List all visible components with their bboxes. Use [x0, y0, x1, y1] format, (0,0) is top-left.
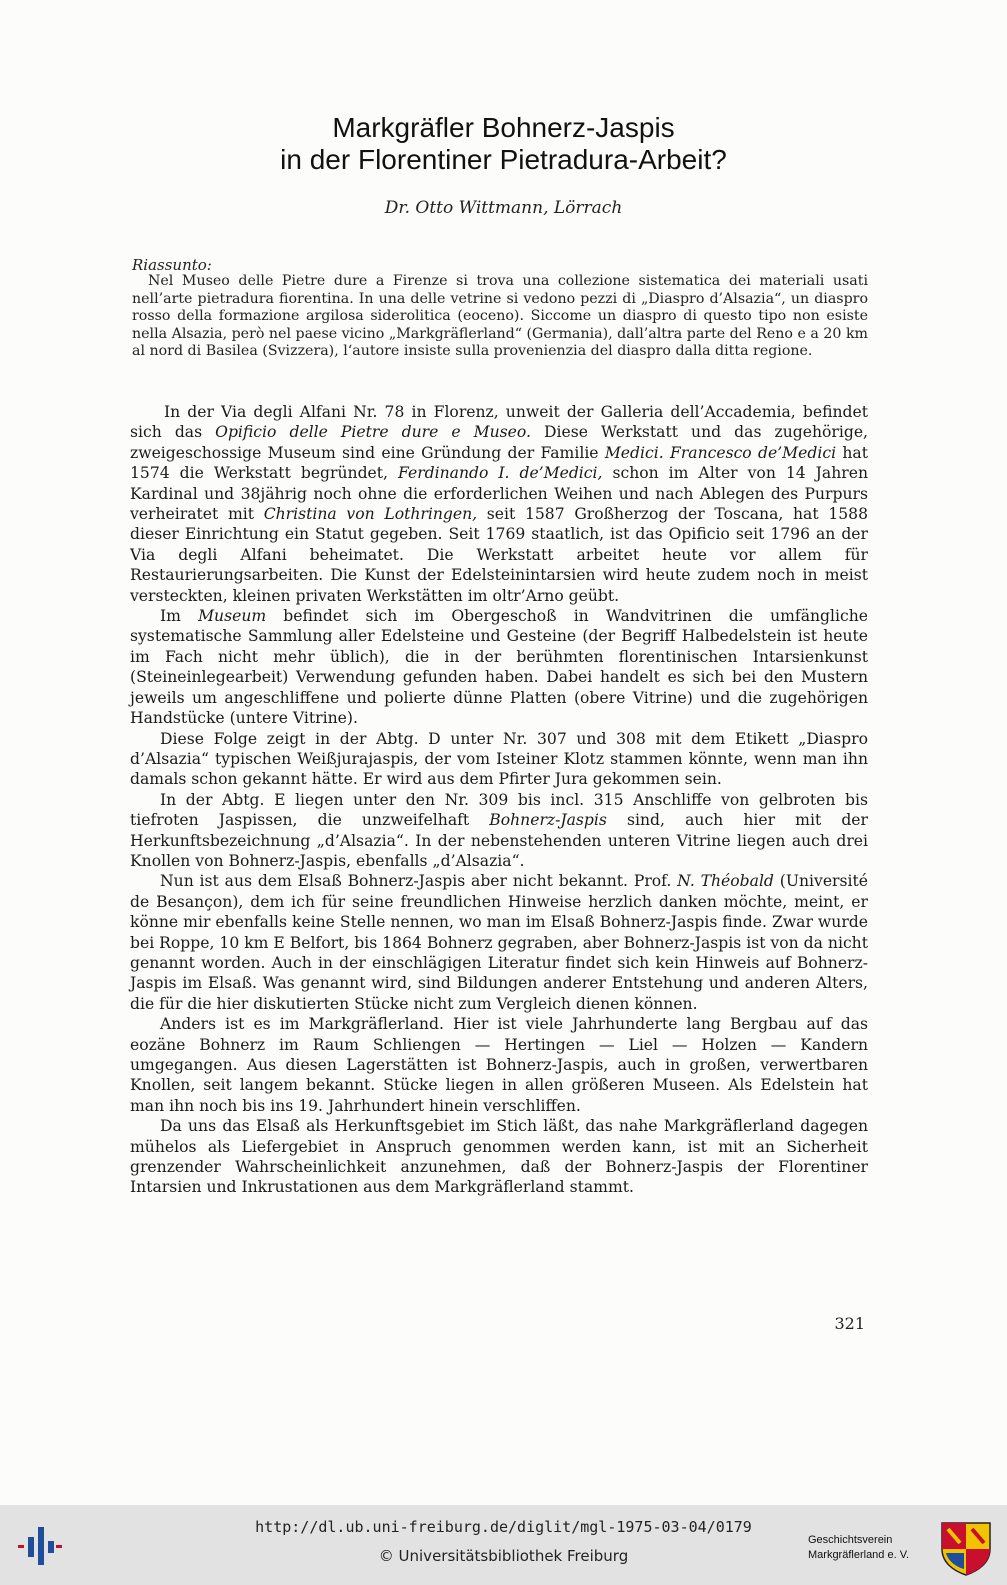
society-name-line-1: Geschichtsverein: [808, 1534, 893, 1546]
paragraph-5: Nun ist aus dem Elsaß Bohnerz-Jaspis aber nicht bekannt. Prof. N. Théobald (Université de Besançon), dem ich für seine freundlichen Hinweise herzlich danken möchte, meint, er könne mir ebenfalls keine Stelle nennen, wo man im Elsaß Bohnerz-Jaspis finde. Zwar wurde bei Roppe, 10 km E Belfort, bis 1864 Bohnerz gegraben, aber Bohnerz-Jaspis ist von da nicht genannt worden. Auch in der einschlägigen Literatur findet sich kein Hinweis auf Bohnerz-Jaspis im Elsaß. Was genannt wird, sind Bildungen anderer Entstehung und anderen Alters, die für die hier diskutierten Stücke nicht zum Vergleich dienen können.: [130, 872, 868, 1013]
page-number: 321: [834, 1314, 865, 1333]
society-name: [808, 1533, 928, 1563]
coat-of-arms-icon: [938, 1519, 994, 1577]
footer-bar: [0, 1505, 1007, 1585]
paragraph-7: Da uns das Elsaß als Herkunftsgebiet im Stich läßt, das nahe Markgräflerland dagegen mühelos als Liefergebiet in Anspruch genommen werden kann, ist mit an Sicherheit grenzender Wahrscheinlichkeit anzunehmen, daß der Bohnerz-Jaspis der Florentiner Intarsien und Inkrustationen aus dem Markgräflerland stammt.: [130, 1117, 868, 1197]
paragraph-3: Diese Folge zeigt in der Abtg. D unter Nr. 307 und 308 mit dem Etikett „Diaspro d’Alsazia“ typischen Weißjurajaspis, der vom Isteiner Klotz stammen könnte, wenn man ihn damals schon gekannt hätte. Er wird aus dem Pfirter Jura gekommen sein.: [130, 729, 868, 789]
paragraph-2: Im Museum befindet sich im Obergeschoß in Wandvitrinen die umfängliche systematische Sammlung aller Edelsteine und Gesteine (der Begriff Halbedelstein ist heute im Fach nicht mehr üblich), die in der berühmten florentinischen Intarsienkunst (Steineinlegearbeit) Verwendung gefunden haben. Dabei handelt es sich bei den Mustern jeweils um angeschliffene und polierte dünne Platten (obere Vitrine) und die zugehörigen Handstücke (untere Vitrine).: [130, 607, 869, 728]
paragraph-6: Anders ist es im Markgräflerland. Hier ist viele Jahrhunderte lang Bergbau auf das eozäne Bohnerz im Raum Schliengen — Hertingen — Liel — Holzen — Kandern umgegangen. Aus diesen Lagerstätten ist Bohnerz-Jaspis, auch in großen, verwertbaren Knollen, seit langem bekannt. Stücke liegen in allen größeren Museen. Als Edelstein hat man ihn noch bis ins 19. Jahrhundert hinein verschliffen.: [130, 1015, 868, 1115]
title-line-1: Markgräfler Bohnerz-Jaspis: [332, 112, 675, 143]
paragraph-4: In der Abtg. E liegen unter den Nr. 309 bis incl. 315 Anschliffe von gelbroten bis tiefroten Jaspissen, die unzweifelhaft Bohnerz-Jaspis sind, auch hier mit der Herkunftsbezeichnung „d’Alsazia“. In der nebenstehenden unteren Vitrine liegen auch drei Knollen von Bohnerz-Jaspis, ebenfalls „d’Alsazia“.: [130, 790, 868, 870]
paragraph-1: In der Via degli Alfani Nr. 78 in Florenz, unweit der Galleria dell’Accademia, befindet sich das Opificio delle Pietre dure e Museo. Diese Werkstatt und das zugehörige, zweigeschossige Museum sind eine Gründung der Familie Medici. Francesco de’Medici hat 1574 die Werkstatt begründet, Ferdinando I. de’Medici, schon im Alter von 14 Jahren Kardinal und 38jährig noch ohne die erforderlichen Weihen und nach Ablegen des Purpurs verheiratet mit Christina von Lothringen, seit 1587 Großherzog der Toscana, hat 1588 dieser Einrichtung ein Statut gegeben. Seit 1769 staatlich, ist das Opificio seit 1796 an der Via degli Alfani beheimatet. Die Werkstatt arbeitet heute vor allem für Restaurierungsarbeiten. Die Kunst der Edelsteinintarsien wird heute zudem noch in meist versteckten, kleinen privaten Werkstätten im oltr’Arno geübt.: [130, 403, 869, 605]
summary-label: Riassunto:: [132, 256, 212, 274]
copyright-text: © Universitätsbibliothek Freiburg: [378, 1547, 629, 1565]
author-line: Dr. Otto Wittmann, Lörrach: [384, 198, 623, 218]
summary-text: Nel Museo delle Pietre dure a Firenze si trova una collezione sistematica dei materiali usati nell’arte pietradura fiorentina. In una delle vetrine si vedono pezzi di „Diaspro d’Alsazia“, un diaspro rosso della formazione argilosa siderolitica (eoceno). Siccome un diaspro di questo tipo non esiste nella Alsazia, però nel paese vicino „Markgräflerland“ (Germania), dall’altra parte del Reno e a 20 km al nord di Basilea (Svizzera), l‘autore insiste sulla provenienzia del diaspro dalla ditta regione.: [132, 273, 868, 360]
article-body: [130, 402, 868, 1198]
society-name-line-2: Markgräflerland e. V.: [808, 1549, 910, 1561]
title-line-2: in der Florentiner Pietradura-Arbeit?: [280, 144, 727, 175]
article-title: [0, 112, 1007, 176]
source-url-link[interactable]: http://dl.ub.uni-freiburg.de/diglit/mgl-1975-03-04/0179: [255, 1518, 752, 1536]
